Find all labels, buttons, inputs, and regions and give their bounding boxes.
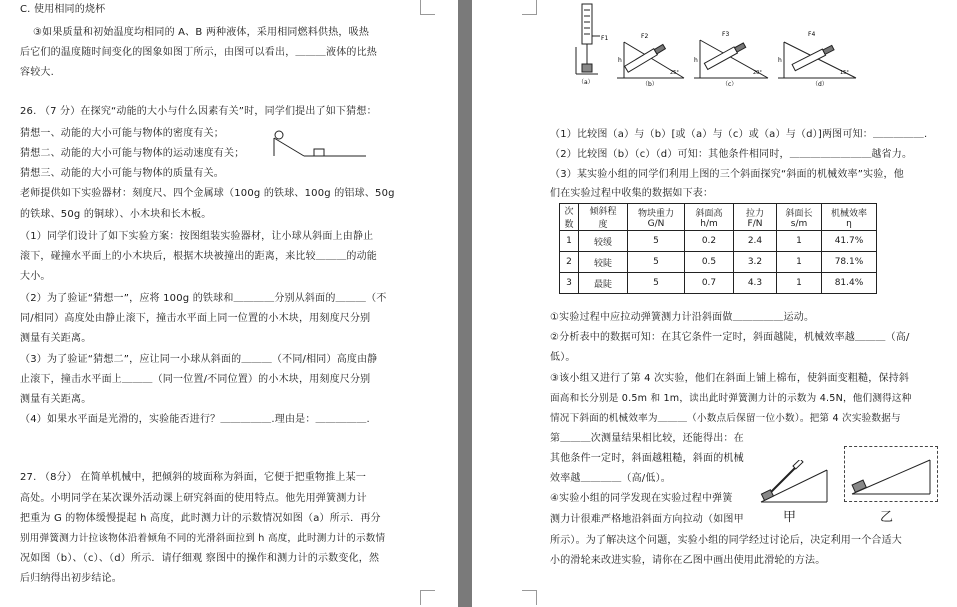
table-row: [560, 231, 877, 252]
table-cell: 较陡: [579, 252, 628, 273]
table-cell: 3.2: [734, 252, 777, 273]
text-line: 小的滑轮来改进实验，请你在乙图中画出使用此滑轮的方法。: [550, 555, 826, 566]
text-line: （1）比较图（a）与（b）[或（a）与（c）或（a）与（d）]两图可知：＿＿＿＿＿.: [550, 129, 928, 140]
table-cell: 2.4: [734, 231, 777, 252]
text-line: ②分析表中的数据可知：在其它条件一定时，斜面越陡，机械效率越＿＿＿（高/: [550, 332, 910, 343]
text-line: 大小。: [20, 271, 51, 282]
question-27-title: 27. （8分） 在简单机械中，把倾斜的坡面称为斜面，它便于把重物推上某一: [20, 472, 367, 483]
text-line: 老师提供如下实验器材：刻度尺、四个金属球（100g 的铁球、100g 的铝球、50g: [20, 188, 395, 199]
figure-jia-label: 甲: [783, 510, 797, 525]
label-h: h: [778, 57, 782, 64]
text-line: 同/相同）高度处由静止滚下，撞击水平面上同一位置的小木块，用刻度尺分别: [20, 313, 371, 324]
table-cell: 81.4%: [822, 273, 877, 294]
table-cell: 1: [560, 231, 579, 252]
table-header: 倾斜程 度: [579, 204, 628, 231]
data-table: [559, 203, 877, 294]
table-cell: 41.7%: [822, 231, 877, 252]
text-line: 止滚下，撞击水平面上＿＿＿（同一位置/不同位置）的小木块，用刻度尺分别: [20, 374, 371, 385]
label-F3: F3: [722, 31, 730, 38]
label-angle-d: 15°: [840, 70, 849, 76]
text-line: C. 使用相同的烧杯: [20, 4, 106, 15]
text-line: ④实验小组的同学发现在实验过程中弹簧: [550, 493, 733, 504]
table-cell: 0.7: [685, 273, 734, 294]
text-line: （2）为了验证“猜想一”，应将 100g 的铁球和＿＿＿＿分别从斜面的＿＿＿（不: [20, 293, 387, 304]
text-line: 所示）。为了解决这个问题，实验小组的同学经过讨论后，决定利用一个合适大: [550, 535, 902, 546]
text-line: 面高和长分别是 0.5m 和 1m，读出此时弹簧测力计的示数为 4.5N，他们测得这种: [550, 393, 912, 404]
text-line: 低）。: [550, 352, 576, 363]
text-line: ①实验过程中应拉动弹簧测力计沿斜面做＿＿＿＿＿运动。: [550, 312, 815, 323]
table-cell: 5: [628, 273, 685, 294]
table-header: 斜面长 s/m: [777, 204, 822, 231]
text-line: 们在实验过程中收集的数据如下表：: [550, 188, 714, 199]
label-h: h: [618, 57, 622, 64]
label-F2: F2: [641, 33, 649, 40]
margin-mark: [522, 0, 537, 15]
text-line: 后归纳得出初步结论。: [20, 573, 122, 584]
label-h: h: [694, 57, 698, 64]
text-line: 猜想二、动能的大小可能与物体的运动速度有关；: [20, 148, 245, 159]
label-angle-c: 20°: [753, 70, 762, 76]
text-line: 别用弹簧测力计拉该物体沿着倾角不同的光滑斜面拉到 h 高度，此时测力计的示数情: [20, 533, 386, 544]
table-header-row: [560, 204, 877, 231]
text-line: （3）为了验证“猜想二”，应让同一小球从斜面的＿＿＿（不同/相同）高度由静: [20, 354, 378, 365]
text-line: ③如果质量和初始温度均相同的 A、B 两种液体，采用相同燃料供热，吸热: [33, 27, 370, 38]
table-header: 机械效率 η: [822, 204, 877, 231]
text-line: 高处。小明同学在某次课外活动课上研究斜面的使用特点。他先用弹簧测力计: [20, 493, 367, 504]
text-line: 测量有关距离。: [20, 333, 92, 344]
table-cell: 1: [777, 231, 822, 252]
text-line: 猜想三、动能的大小可能与物体的质量有关。: [20, 168, 224, 179]
text-line: 测力计很难严格地沿斜面方向拉动（如图甲: [550, 514, 744, 525]
question-26-title: 26. （7 分）在探究“动能的大小与什么因素有关”时，同学们提出了如下猜想：: [20, 106, 377, 117]
text-line: （4）如果水平面是光滑的，实验能否进行？＿＿＿＿＿.理由是：＿＿＿＿＿.: [20, 414, 370, 425]
label-F4: F4: [808, 31, 816, 38]
text-line: 猜想一、动能的大小可能与物体的密度有关；: [20, 128, 224, 139]
text-line: （1）同学们设计了如下实验方案：按图组装实验器材，让小球从斜面上由静止: [20, 231, 374, 242]
text-line: 把重为 G 的物体缓慢提起 h 高度，此时测力计的示数情况如图（a）所示．再分: [20, 513, 381, 524]
table-cell: 5: [628, 231, 685, 252]
text-line: 其他条件一定时，斜面越粗糙，斜面的机械: [550, 453, 744, 464]
text-line: ③该小组又进行了第 4 次实验，他们在斜面上铺上棉布，使斜面变粗糙，保持斜: [550, 373, 910, 384]
text-line: 况如图（b）、（c）、（d）所示．请仔细观 察图中的操作和测力计的示数变化，然: [20, 553, 380, 564]
margin-mark: [420, 590, 435, 605]
left-page: [0, 0, 458, 607]
label-angle-b: 25°: [670, 70, 679, 76]
text-line: 情况下斜面的机械效率为＿＿＿（小数点后保留一位小数）。把第 4 次实验数据与: [550, 413, 901, 424]
table-cell: 1: [777, 273, 822, 294]
table-cell: 3: [560, 273, 579, 294]
table-cell: 2: [560, 252, 579, 273]
table-header: 拉力 F/N: [734, 204, 777, 231]
table-header: 物块重力 G/N: [628, 204, 685, 231]
right-page: [472, 0, 957, 607]
table-row: [560, 273, 877, 294]
text-line: 效率越＿＿＿＿（高/低）。: [550, 473, 671, 484]
table-header: 斜面高 h/m: [685, 204, 734, 231]
table-cell: 较缓: [579, 231, 628, 252]
text-line: 后它们的温度随时间变化的图象如图丁所示，由图可以看出，＿＿＿液体的比热: [20, 47, 377, 58]
text-line: 的铁球、50g 的铜球）、小木块和长木板。: [20, 209, 212, 220]
text-line: 测量有关距离。: [20, 394, 92, 405]
figure-yi: [844, 446, 938, 502]
table-cell: 0.5: [685, 252, 734, 273]
text-line: 容较大.: [20, 67, 54, 78]
margin-mark: [420, 0, 435, 15]
spring-scale-figure: [572, 2, 862, 88]
table-row: [560, 252, 877, 273]
label-c: （c）: [722, 81, 738, 88]
table-cell: 4.3: [734, 273, 777, 294]
table-cell: 1: [777, 252, 822, 273]
label-F1: F1: [601, 35, 609, 42]
table-cell: 最陡: [579, 273, 628, 294]
table-header: 次 数: [560, 204, 579, 231]
figure-yi-label: 乙: [880, 510, 894, 525]
text-line: （3）某实验小组的同学们利用上图的三个斜面探究“斜面的机械效率”实验，他: [550, 169, 904, 180]
table-cell: 5: [628, 252, 685, 273]
table-cell: 0.2: [685, 231, 734, 252]
margin-mark: [522, 590, 537, 605]
text-line: 滚下，碰撞水平面上的小木块后，根据木块被撞出的距离，来比较＿＿＿的动能: [20, 251, 377, 262]
text-line: （2）比较图（b）（c）（d）可知：其他条件相同时，＿＿＿＿＿＿＿＿越省力。: [550, 149, 913, 160]
ramp-ball-figure: [270, 128, 370, 160]
figure-jia: [757, 460, 837, 522]
label-a: （a）: [578, 79, 594, 86]
text-line: 第＿＿＿次测量结果相比较，还能得出：在: [550, 433, 744, 444]
label-b: （b）: [642, 81, 658, 88]
label-d: （d）: [812, 81, 828, 88]
table-cell: 78.1%: [822, 252, 877, 273]
